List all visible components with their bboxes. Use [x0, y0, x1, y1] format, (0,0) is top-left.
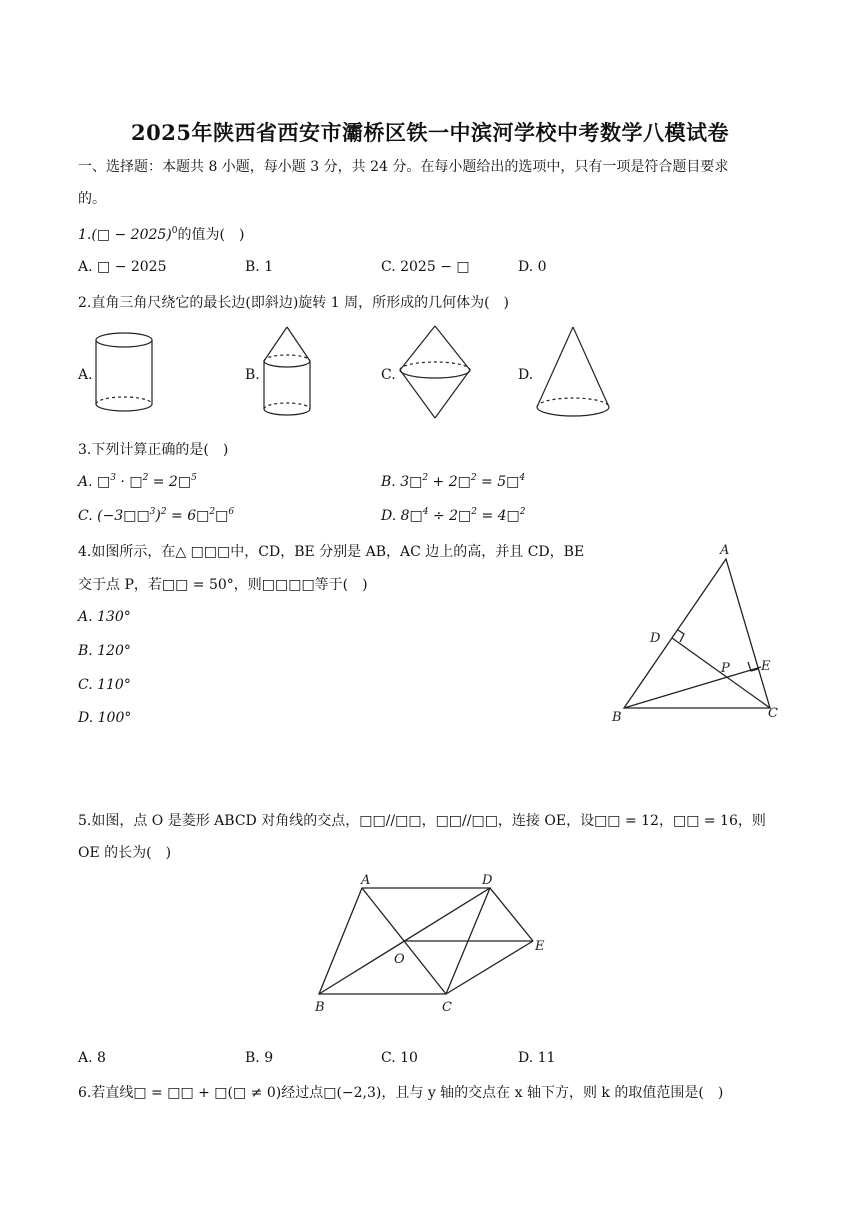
label-o: O [394, 952, 405, 967]
q4-stem-line2: 交于点 P，若□□ = 50°，则□□□□等于( ) [78, 577, 368, 593]
label-d: D [482, 873, 493, 888]
q1-option-d[interactable]: D. 0 [518, 259, 547, 275]
section-header-line1: 一、选择题：本题共 8 小题，每小题 3 分，共 24 分。在每小题给出的选项中，只有一项是符合题目要求 [78, 159, 729, 175]
q3-b-part2: + 2□ [428, 474, 471, 490]
q1-stem-tail: 的值为( ) [177, 227, 245, 243]
q4-option-b[interactable]: B. 120° [78, 643, 131, 659]
q3-b-part3: = 5□ [476, 474, 520, 490]
section-header-line2: 的。 [78, 191, 106, 207]
q4-option-d[interactable]: D. 100° [78, 710, 132, 726]
q3-a-part1: A. □ [78, 474, 111, 490]
q3-d-sup2: 2 [471, 507, 477, 517]
q3-b-part1: B. 3□ [381, 474, 423, 490]
label-p: P [721, 661, 730, 676]
label-c: C [442, 1000, 452, 1015]
q3-b-sup1: 2 [422, 473, 429, 483]
label-a: A [361, 873, 371, 888]
q3-c-sup2: 2 [160, 507, 167, 517]
q3-c-part1: C. (−3□□ [78, 508, 150, 524]
double-cone-figure [396, 324, 476, 422]
q3-a-sup3: 5 [191, 473, 197, 483]
q1-stem-expr: 1.(□ − 2025) [78, 227, 172, 243]
q3-d-part3: = 4□ [477, 508, 520, 524]
label-a: A [720, 543, 730, 558]
q2-option-a-label[interactable]: A. [78, 367, 93, 383]
label-b: B [612, 710, 622, 725]
q3-c-part3: = 6□ [166, 508, 210, 524]
label-e: E [535, 939, 545, 954]
q3-option-d[interactable] [381, 508, 526, 524]
q1-option-b[interactable]: B. 1 [245, 259, 274, 275]
cone-on-cylinder-figure [260, 325, 316, 419]
q3-a-part3: = 2□ [148, 474, 192, 490]
q3-a-sup2: 2 [142, 473, 149, 483]
q5-stem-line2: OE 的长为( ) [78, 845, 172, 861]
q3-c-part4: □ [215, 508, 229, 524]
page-title: 2025年陕西省西安市灞桥区铁一中滨河学校中考数学八模试卷 [131, 120, 729, 145]
q3-b-sup3: 4 [519, 473, 526, 483]
q3-c-sup3: 2 [209, 507, 216, 517]
q1-option-c[interactable]: C. 2025 − □ [381, 259, 470, 275]
q3-c-sup1: 3 [149, 507, 156, 517]
cylinder-figure [92, 330, 158, 414]
q3-a-sup1: 3 [110, 473, 116, 483]
q5-option-a[interactable]: A. 8 [78, 1050, 106, 1066]
q1-option-a[interactable]: A. □ − 2025 [78, 259, 167, 275]
q3-d-sup3: 2 [519, 507, 526, 517]
q4-option-c[interactable]: C. 110° [78, 677, 131, 693]
q3-d-part2: ÷ 2□ [428, 508, 472, 524]
label-b: B [315, 1000, 325, 1015]
q3-option-b[interactable] [381, 474, 525, 490]
q3-c-sup4: 6 [228, 507, 235, 517]
q3-stem: 3.下列计算正确的是( ) [78, 442, 229, 458]
q1-stem-sup: 0 [171, 226, 178, 236]
cone-figure [534, 325, 614, 421]
q3-d-part1: D. 8□ [381, 508, 423, 524]
label-e: E [761, 659, 771, 674]
q3-c-part2: ) [155, 508, 161, 524]
q2-stem: 2.直角三角尺绕它的最长边(即斜边)旋转 1 周，所形成的几何体为( ) [78, 295, 510, 311]
q2-option-d-label[interactable]: D. [518, 367, 534, 383]
q1-stem [78, 225, 244, 245]
q6-stem: 6.若直线□ = □□ + □(□ ≠ 0)经过点□(−2,3)，且与 y 轴的交点在 x 轴下方，则 k 的取值范围是( ) [78, 1085, 724, 1101]
label-c: C [768, 706, 778, 721]
q4-option-a[interactable]: A. 130° [78, 609, 131, 625]
q3-option-c[interactable] [78, 508, 234, 524]
q5-option-b[interactable]: B. 9 [245, 1050, 274, 1066]
q3-option-a[interactable] [78, 474, 197, 490]
q3-b-sup2: 2 [470, 473, 477, 483]
q2-option-b-label[interactable]: B. [245, 367, 260, 383]
rhombus-figure [308, 868, 558, 1018]
q4-stem-line1: 4.如图所示，在△ □□□中，CD，BE 分别是 AB，AC 边上的高，并且 CD，BE [78, 544, 585, 560]
q3-a-part2: · □ [115, 474, 143, 490]
label-d: D [650, 631, 661, 646]
q5-option-d[interactable]: D. 11 [518, 1050, 556, 1066]
q5-option-c[interactable]: C. 10 [381, 1050, 418, 1066]
q5-stem-line1: 5.如图，点 O 是菱形 ABCD 对角线的交点，□□//□□，□□//□□，连接 OE，设□□ = 12，□□ = 16，则 [78, 813, 766, 829]
triangle-altitudes-figure [600, 538, 800, 728]
q3-d-sup1: 4 [422, 507, 429, 517]
q2-option-c-label[interactable]: C. [381, 367, 396, 383]
